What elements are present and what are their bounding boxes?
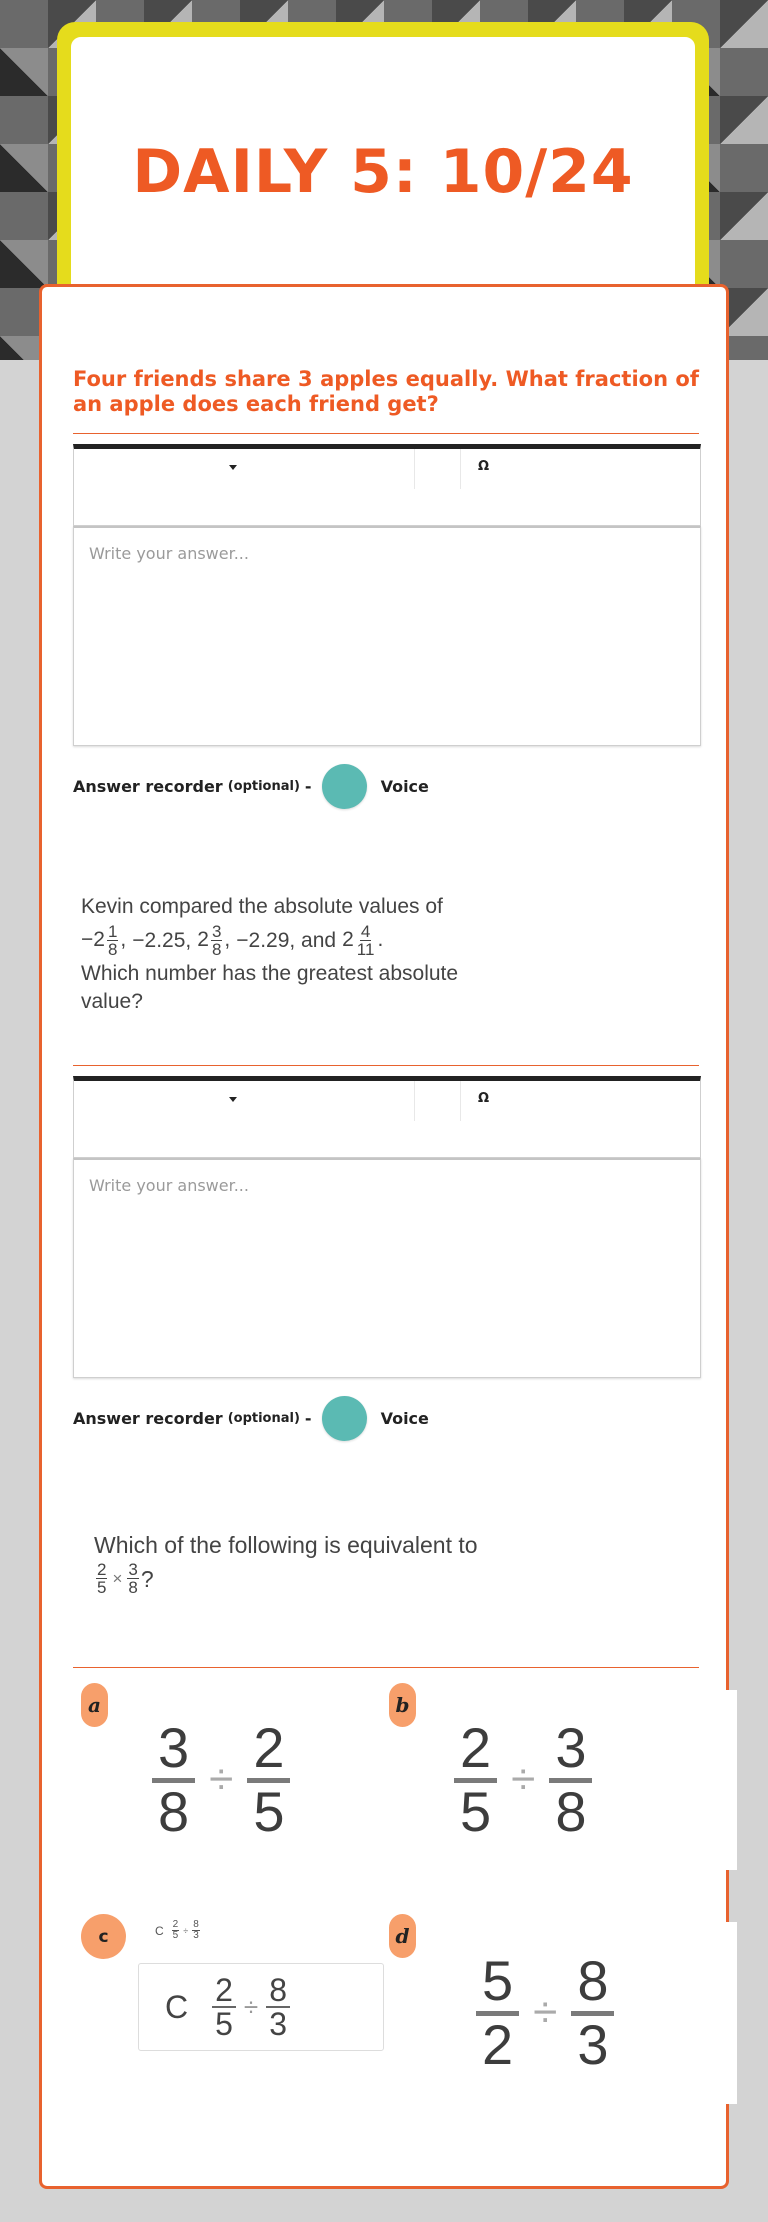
voice-label: Voice bbox=[380, 1409, 429, 1428]
recorder-dash: - bbox=[304, 777, 312, 796]
option-b-badge[interactable]: b bbox=[389, 1683, 416, 1727]
fraction: $\frac{3}{8}$ bbox=[128, 1560, 138, 1597]
fraction: $\frac{2}{5}$ bbox=[247, 1719, 290, 1842]
question-2-line3: Which number has the greatest absolute bbox=[81, 962, 459, 985]
answer-editor-1 bbox=[73, 444, 701, 746]
question-2-line4: value? bbox=[81, 990, 143, 1013]
recorder-optional: (optional) bbox=[227, 1411, 300, 1426]
option-c-image[interactable]: C $\frac{2}{5}$ ÷ $\frac{8}{3}$ bbox=[138, 1963, 384, 2051]
recorder-optional: (optional) bbox=[227, 779, 300, 794]
answer-input-1[interactable] bbox=[73, 526, 701, 746]
question-3-image bbox=[94, 1531, 478, 1596]
question-1-title: Four friends share 3 apples equally. What fraction of an apple does each friend get? bbox=[73, 367, 699, 416]
header-card bbox=[57, 22, 709, 312]
toolbar-separator bbox=[414, 449, 415, 489]
fraction: $\frac{3}{8}$ bbox=[152, 1719, 195, 1842]
fraction: $\frac{8}{3}$ bbox=[571, 1952, 614, 2075]
option-d-badge[interactable]: d bbox=[389, 1914, 416, 1958]
option-d-image[interactable]: $\frac{5}{2}$ ÷ $\frac{8}{3}$ bbox=[440, 1922, 737, 2104]
recorder-dash: - bbox=[304, 1409, 312, 1428]
divider bbox=[73, 1667, 699, 1668]
format-dropdown[interactable] bbox=[74, 1081, 414, 1121]
fraction: $\frac{2}{5}$ bbox=[97, 1560, 107, 1597]
toolbar-separator bbox=[460, 1081, 461, 1121]
header-inner bbox=[69, 35, 697, 312]
question-2-values: −2 $\frac{1}{8}$ , −2.25, 2 $\frac{3}{8}$ , −2.29, and 2 $\frac{4}{11}$ . bbox=[81, 922, 384, 959]
special-character-icon[interactable]: Ω bbox=[478, 1091, 490, 1106]
page-title: DAILY 5: 10/24 bbox=[132, 137, 634, 207]
voice-record-button[interactable] bbox=[322, 1396, 367, 1441]
special-character-icon[interactable]: Ω bbox=[478, 459, 490, 474]
caret-down-icon bbox=[229, 1097, 237, 1102]
option-c-badge[interactable]: c bbox=[81, 1914, 126, 1959]
option-a-image[interactable]: $\frac{3}{8}$ ÷ $\frac{2}{5}$ bbox=[138, 1700, 348, 1860]
fraction: $\frac{4}{11}$ bbox=[356, 922, 375, 959]
fraction: $\frac{1}{8}$ bbox=[107, 922, 118, 959]
fraction: $\frac{5}{2}$ bbox=[476, 1952, 519, 2075]
divider bbox=[73, 433, 699, 434]
fraction: $\frac{8}{3}$ bbox=[193, 1919, 199, 1941]
caret-down-icon bbox=[229, 465, 237, 470]
option-a-badge[interactable]: a bbox=[81, 1683, 108, 1727]
divider bbox=[73, 1065, 699, 1066]
voice-record-button[interactable] bbox=[322, 764, 367, 809]
answer-editor-2 bbox=[73, 1076, 701, 1378]
fraction: $\frac{3}{8}$ bbox=[211, 922, 222, 959]
fraction: $\frac{8}{3}$ bbox=[266, 1974, 290, 2040]
fraction: $\frac{2}{5}$ bbox=[172, 1919, 179, 1941]
option-b-image[interactable]: $\frac{2}{5}$ ÷ $\frac{3}{8}$ bbox=[440, 1690, 737, 1870]
question-3-line1: Which of the following is equivalent to bbox=[94, 1532, 478, 1558]
worksheet-card bbox=[39, 284, 729, 2189]
answer-recorder-1 bbox=[73, 764, 429, 809]
editor-toolbar bbox=[73, 1076, 701, 1158]
question-2-image bbox=[81, 893, 458, 1016]
question-3-expression: $\frac{2}{5}$ × $\frac{3}{8}$ ? bbox=[97, 1560, 154, 1597]
fraction: $\frac{2}{5}$ bbox=[454, 1719, 497, 1842]
fraction: $\frac{2}{5}$ bbox=[212, 1974, 236, 2040]
voice-label: Voice bbox=[380, 777, 429, 796]
recorder-label: Answer recorder bbox=[73, 1409, 223, 1428]
toolbar-separator bbox=[414, 1081, 415, 1121]
fraction: $\frac{3}{8}$ bbox=[549, 1719, 592, 1842]
answer-input-2[interactable] bbox=[73, 1158, 701, 1378]
option-c-caption: C $\frac{2}{5}$ ÷ $\frac{8}{3}$ bbox=[155, 1919, 199, 1941]
answer-recorder-2 bbox=[73, 1396, 429, 1441]
format-dropdown[interactable] bbox=[74, 449, 414, 489]
question-2-line1: Kevin compared the absolute values of bbox=[81, 895, 443, 918]
editor-toolbar bbox=[73, 444, 701, 526]
recorder-label: Answer recorder bbox=[73, 777, 223, 796]
toolbar-separator bbox=[460, 449, 461, 489]
